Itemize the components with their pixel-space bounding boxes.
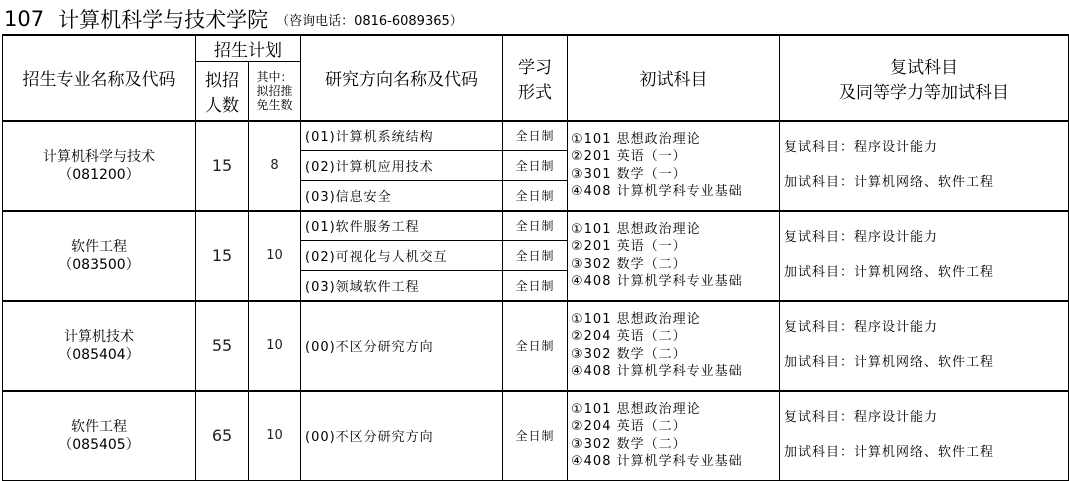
direction-name: (03)领域软件工程 [301,271,503,301]
study-mode: 全日制 [503,181,568,211]
school-name: 计算机科学与技术学院 [58,8,269,32]
header-exam: 初试科目 [568,35,780,121]
school-code: 107 [4,7,45,31]
direction-name: (02)计算机应用技术 [301,151,503,181]
header-major: 招生专业名称及代码 [3,35,196,121]
direction-name: (00)不区分研究方向 [301,301,503,391]
header-plan-exempt: 其中： 拟招推 免生数 [249,62,301,121]
study-mode: 全日制 [503,121,568,151]
retest-subjects: 复试科目：程序设计能力 加试科目：计算机网络、软件工程 [780,391,1069,481]
exam-subjects: ①101 思想政治理论 ②201 英语（一） ③302 数学（二） ④408 计算机学科专业基础 [568,211,780,301]
direction-name: (01)计算机系统结构 [301,121,503,151]
plan-exempt: 10 [249,211,301,301]
study-mode: 全日制 [503,241,568,271]
direction-name: (00)不区分研究方向 [301,391,503,481]
table-row [3,391,1069,481]
plan-exempt: 10 [249,301,301,391]
exam-subjects: ①101 思想政治理论 ②204 英语（二） ③302 数学（二） ④408 计算机学科专业基础 [568,391,780,481]
direction-name: (01)软件服务工程 [301,211,503,241]
plan-total: 15 [196,121,249,211]
major-cell: 软件工程 （085405） [3,391,196,481]
major-cell: 计算机科学与技术 （081200） [3,121,196,211]
exam-subjects: ①101 思想政治理论 ②204 英语（二） ③302 数学（二） ④408 计算机学科专业基础 [568,301,780,391]
header-retest: 复试科目 及同等学力等加试科目 [780,35,1069,121]
exam-subjects: ①101 思想政治理论 ②201 英语（一） ③301 数学（一） ④408 计算机学科专业基础 [568,121,780,211]
direction-name: (02)可视化与人机交互 [301,241,503,271]
plan-exempt: 10 [249,391,301,481]
table-row [3,301,1069,391]
major-cell: 计算机技术 （085404） [3,301,196,391]
table-row [3,211,1069,241]
study-mode: 全日制 [503,211,568,241]
plan-total: 65 [196,391,249,481]
header-direction: 研究方向名称及代码 [301,35,503,121]
table-row [3,121,1069,151]
major-cell: 软件工程 （083500） [3,211,196,301]
study-mode: 全日制 [503,151,568,181]
retest-subjects: 复试科目：程序设计能力 加试科目：计算机网络、软件工程 [780,211,1069,301]
header-plan: 招生计划 [196,35,301,62]
header-plan-total: 拟招 人数 [196,62,249,121]
direction-name: (03)信息安全 [301,181,503,211]
school-title [4,4,463,32]
study-mode: 全日制 [503,301,568,391]
plan-total: 55 [196,301,249,391]
contact-phone: （咨询电话：0816-6089365） [276,13,463,29]
study-mode: 全日制 [503,271,568,301]
plan-exempt: 8 [249,121,301,211]
admissions-table [2,34,1069,481]
retest-subjects: 复试科目：程序设计能力 加试科目：计算机网络、软件工程 [780,301,1069,391]
retest-subjects: 复试科目：程序设计能力 加试科目：计算机网络、软件工程 [780,121,1069,211]
header-mode: 学习 形式 [503,35,568,121]
header-row-top [3,35,1069,62]
study-mode: 全日制 [503,391,568,481]
plan-total: 15 [196,211,249,301]
